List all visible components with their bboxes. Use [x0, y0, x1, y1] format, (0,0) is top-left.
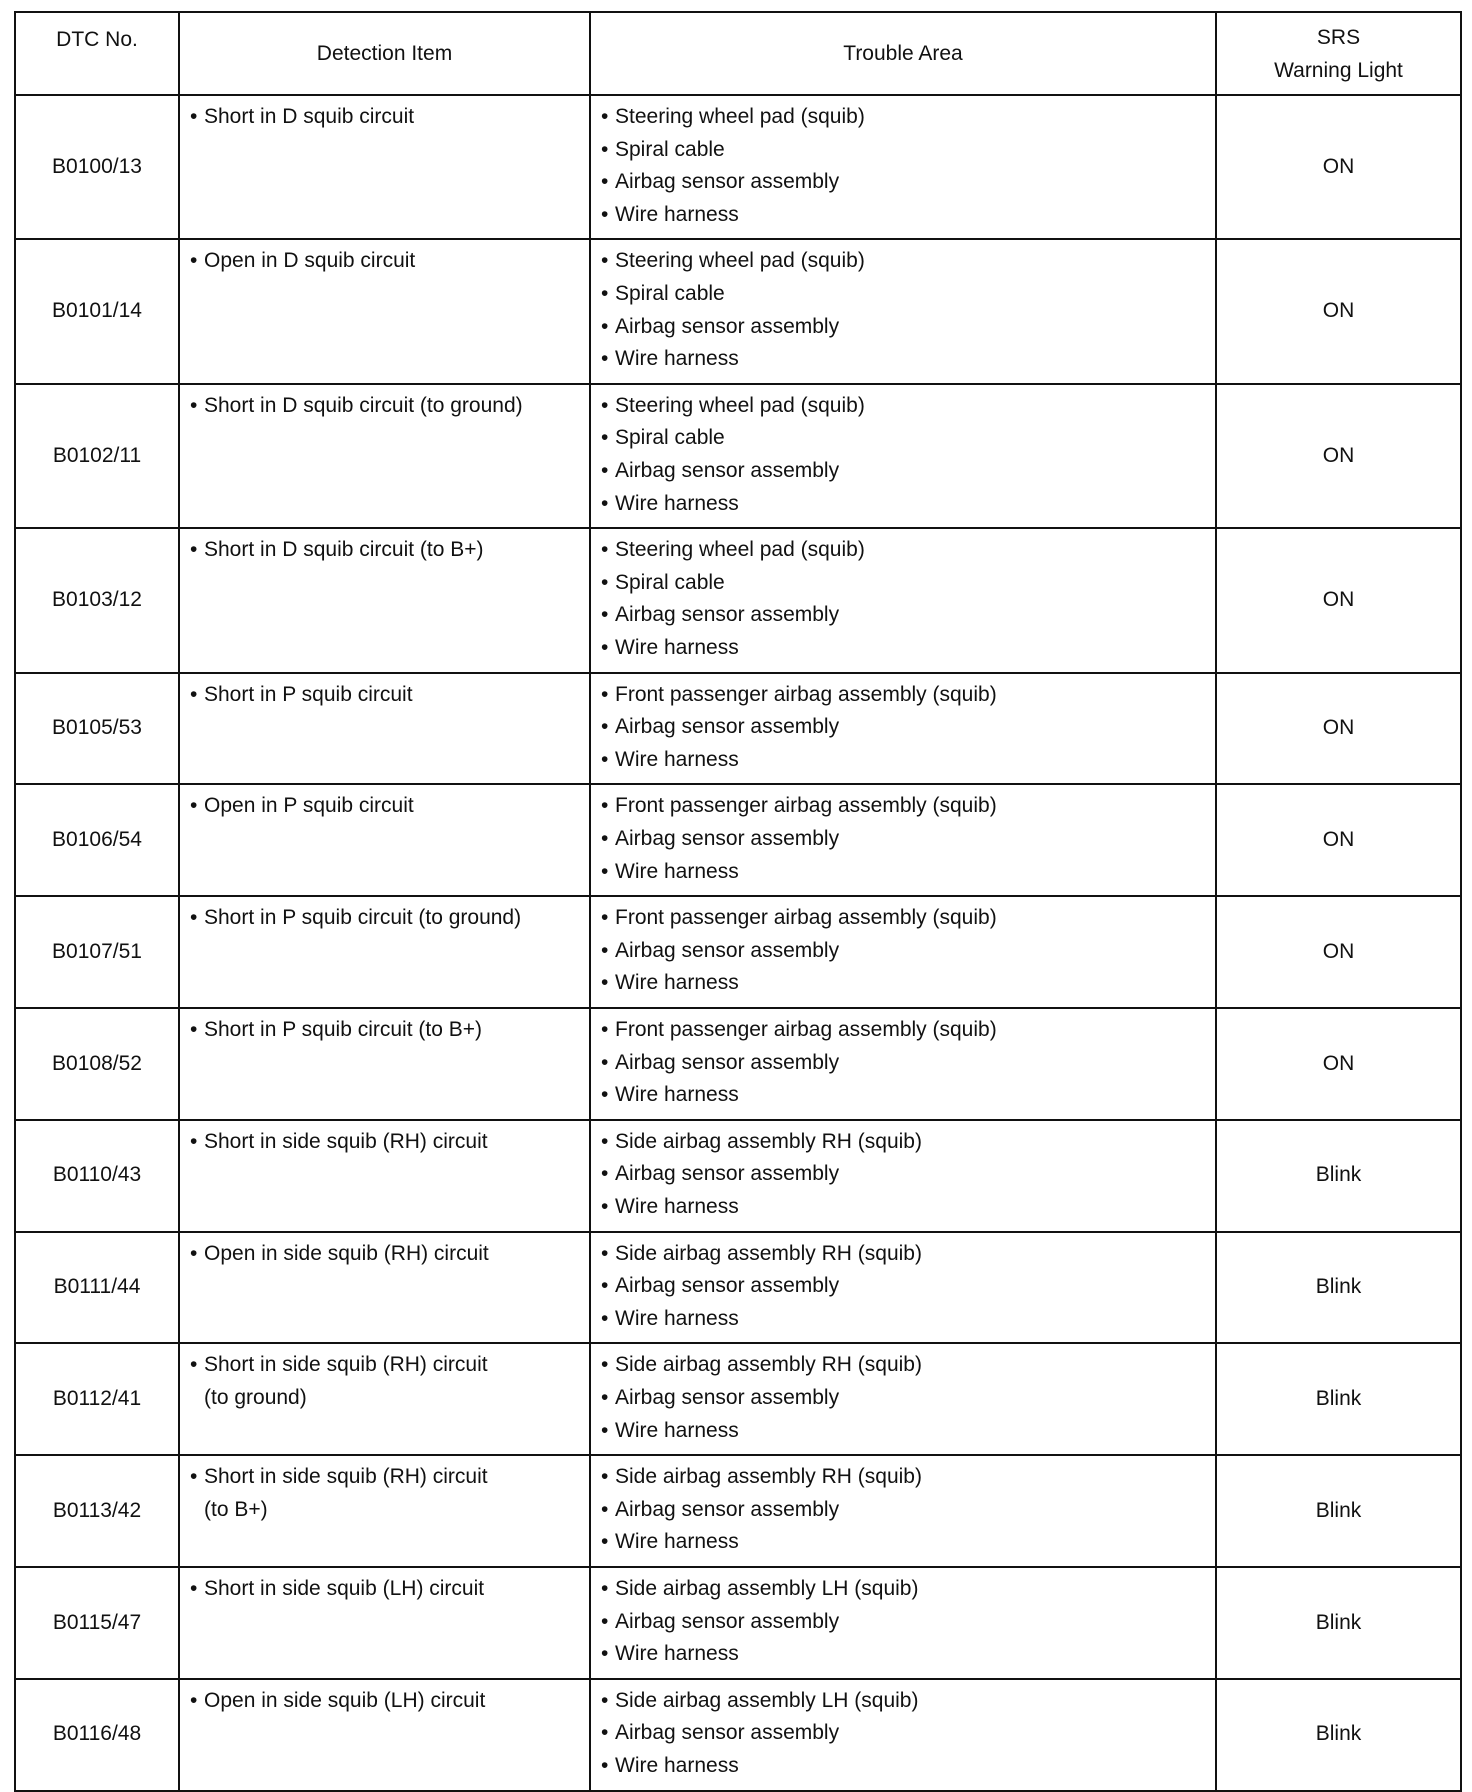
bullet-icon: • [601, 538, 609, 562]
list-item [601, 199, 1209, 232]
bullet-icon: • [601, 202, 609, 226]
bullet-icon: • [601, 1418, 609, 1442]
bullet-icon: • [601, 635, 609, 659]
trouble-area-item: Airbag sensor assembly [615, 603, 840, 627]
detection-item [179, 384, 590, 528]
trouble-area-list [601, 534, 1209, 664]
detection-item [179, 896, 590, 1008]
trouble-area-item: Steering wheel pad (squib) [615, 105, 865, 128]
trouble-area-item: Airbag sensor assembly [615, 1497, 840, 1521]
srs-warning-light-status: Blink [1216, 1455, 1461, 1567]
bullet-icon: • [601, 570, 609, 594]
list-item [601, 1014, 1209, 1047]
trouble-area-list [601, 679, 1209, 777]
trouble-area [590, 528, 1216, 672]
list-item [601, 711, 1209, 744]
trouble-area-item: Side airbag assembly RH (squib) [615, 1353, 922, 1377]
table-row [15, 384, 1461, 528]
trouble-area [590, 1679, 1216, 1791]
list-item [601, 422, 1209, 455]
list-item [601, 567, 1209, 600]
bullet-icon: • [190, 682, 198, 706]
detection-item-text: Open in side squib (LH) circuit [204, 1688, 486, 1712]
trouble-area-item: Wire harness [615, 1642, 739, 1666]
trouble-area-list [601, 1238, 1209, 1336]
list-item [601, 599, 1209, 632]
bullet-icon: • [601, 938, 609, 962]
detection-item [179, 528, 590, 672]
bullet-icon: • [601, 794, 609, 818]
list-item [601, 679, 1209, 712]
bullet-icon: • [601, 1688, 609, 1712]
bullet-icon: • [601, 1274, 609, 1298]
detection-item-text: Short in side squib (RH) circuit (to ground) [204, 1353, 488, 1409]
bullet-icon: • [601, 1194, 609, 1218]
trouble-area [590, 1567, 1216, 1679]
bullet-icon: • [601, 1306, 609, 1330]
bullet-icon: • [601, 715, 609, 739]
detection-item-text: Short in D squib circuit [204, 105, 415, 128]
dtc-number: B0108/52 [15, 1008, 179, 1120]
list-item [601, 1685, 1209, 1718]
header-detection-item: Detection Item [179, 12, 590, 95]
bullet-icon: • [190, 1465, 198, 1489]
detection-item [179, 1008, 590, 1120]
list-item [601, 101, 1209, 134]
dtc-number: B0110/43 [15, 1120, 179, 1232]
table-row [15, 1343, 1461, 1455]
srs-warning-light-status: ON [1216, 528, 1461, 672]
srs-warning-light-status: ON [1216, 1008, 1461, 1120]
trouble-area-item: Front passenger airbag assembly (squib) [615, 1017, 997, 1041]
detection-item-text: Short in side squib (RH) circuit [204, 1129, 488, 1153]
list-item [601, 823, 1209, 856]
bullet-icon: • [601, 491, 609, 515]
trouble-area-item: Spiral cable [615, 426, 725, 450]
detection-item-text: Open in P squib circuit [204, 794, 414, 818]
bullet-icon: • [601, 826, 609, 850]
trouble-area-item: Front passenger airbag assembly (squib) [615, 794, 997, 818]
trouble-area-item: Wire harness [615, 1753, 739, 1777]
trouble-area-item: Side airbag assembly LH (squib) [615, 1688, 919, 1712]
dtc-number: B0101/14 [15, 239, 179, 383]
bullet-icon: • [601, 747, 609, 771]
detection-item-text: Short in D squib circuit (to ground) [204, 393, 523, 417]
srs-warning-light-status: Blink [1216, 1232, 1461, 1344]
trouble-area-item: Front passenger airbag assembly (squib) [615, 682, 997, 706]
dtc-number: B0115/47 [15, 1567, 179, 1679]
bullet-icon: • [601, 281, 609, 305]
trouble-area-list [601, 1014, 1209, 1112]
detection-item-text: Short in side squib (RH) circuit (to B+) [204, 1465, 488, 1521]
trouble-area-list [601, 1126, 1209, 1224]
bullet-icon: • [601, 105, 609, 128]
table-row [15, 528, 1461, 672]
trouble-area-list [601, 1685, 1209, 1783]
bullet-icon: • [601, 1129, 609, 1153]
trouble-area-item: Wire harness [615, 1530, 739, 1554]
list-item [601, 311, 1209, 344]
list-item [601, 455, 1209, 488]
list-item [601, 488, 1209, 521]
trouble-area-item: Airbag sensor assembly [615, 826, 840, 850]
list-item [601, 1573, 1209, 1606]
table-row [15, 784, 1461, 896]
list-item [601, 632, 1209, 665]
detection-item [179, 1120, 590, 1232]
trouble-area-item: Airbag sensor assembly [615, 1385, 840, 1409]
trouble-area [590, 384, 1216, 528]
list-item [601, 1270, 1209, 1303]
srs-warning-light-status: Blink [1216, 1120, 1461, 1232]
detection-item [179, 673, 590, 785]
list-item [601, 390, 1209, 423]
trouble-area [590, 1343, 1216, 1455]
detection-item-text: Short in P squib circuit (to B+) [204, 1017, 482, 1041]
srs-warning-light-status: ON [1216, 384, 1461, 528]
bullet-icon: • [601, 1050, 609, 1074]
list-item [601, 1303, 1209, 1336]
trouble-area-list [601, 101, 1209, 231]
trouble-area-list [601, 1461, 1209, 1559]
trouble-area-item: Wire harness [615, 747, 739, 771]
bullet-icon: • [601, 1385, 609, 1409]
trouble-area [590, 673, 1216, 785]
list-item [601, 1415, 1209, 1448]
bullet-icon: • [601, 314, 609, 338]
bullet-icon: • [601, 1576, 609, 1600]
dtc-table [14, 11, 1462, 1792]
bullet-icon: • [190, 1688, 198, 1712]
detection-item [179, 784, 590, 896]
detection-item-text: Open in side squib (RH) circuit [204, 1241, 489, 1265]
detection-item-text: Short in D squib circuit (to B+) [204, 538, 484, 562]
trouble-area [590, 784, 1216, 896]
trouble-area-item: Steering wheel pad (squib) [615, 393, 865, 417]
list-item [601, 1638, 1209, 1671]
detection-item [179, 1679, 590, 1791]
trouble-area-item: Spiral cable [615, 570, 725, 594]
list-item [601, 935, 1209, 968]
bullet-icon: • [601, 1017, 609, 1041]
trouble-area-item: Spiral cable [615, 137, 725, 161]
list-item [601, 856, 1209, 889]
trouble-area-item: Wire harness [615, 1194, 739, 1218]
trouble-area-item: Airbag sensor assembly [615, 938, 840, 962]
dtc-number: B0112/41 [15, 1343, 179, 1455]
trouble-area-item: Wire harness [615, 347, 739, 371]
list-item [601, 1382, 1209, 1415]
bullet-icon: • [190, 1576, 198, 1600]
trouble-area-item: Spiral cable [615, 281, 725, 305]
bullet-icon: • [601, 137, 609, 161]
detection-item-text: Short in P squib circuit [204, 682, 413, 706]
table-row [15, 1567, 1461, 1679]
list-item [601, 1238, 1209, 1271]
bullet-icon: • [601, 906, 609, 930]
list-item [601, 902, 1209, 935]
table-row [15, 1120, 1461, 1232]
table-row [15, 1679, 1461, 1791]
detection-item-text: Short in P squib circuit (to ground) [204, 906, 522, 930]
dtc-number: B0113/42 [15, 1455, 179, 1567]
dtc-number: B0107/51 [15, 896, 179, 1008]
bullet-icon: • [190, 794, 198, 818]
trouble-area-item: Airbag sensor assembly [615, 1274, 840, 1298]
table-row [15, 95, 1461, 239]
trouble-area-item: Airbag sensor assembly [615, 715, 840, 739]
trouble-area-item: Side airbag assembly RH (squib) [615, 1129, 922, 1153]
dtc-number: B0102/11 [15, 384, 179, 528]
bullet-icon: • [601, 249, 609, 273]
trouble-area-list [601, 245, 1209, 375]
trouble-area-list [601, 390, 1209, 520]
bullet-icon: • [601, 1241, 609, 1265]
table-row [15, 1455, 1461, 1567]
dtc-number: B0111/44 [15, 1232, 179, 1344]
list-item [601, 245, 1209, 278]
trouble-area-item: Wire harness [615, 1083, 739, 1107]
bullet-icon: • [190, 538, 198, 562]
header-row [15, 12, 1461, 95]
list-item [601, 1750, 1209, 1783]
list-item [601, 166, 1209, 199]
trouble-area-item: Steering wheel pad (squib) [615, 538, 865, 562]
bullet-icon: • [190, 1017, 198, 1041]
list-item [601, 1079, 1209, 1112]
list-item [601, 278, 1209, 311]
bullet-icon: • [601, 603, 609, 627]
trouble-area-item: Wire harness [615, 491, 739, 515]
bullet-icon: • [601, 1753, 609, 1777]
trouble-area-list [601, 1573, 1209, 1671]
bullet-icon: • [190, 906, 198, 930]
trouble-area-item: Side airbag assembly LH (squib) [615, 1576, 919, 1600]
bullet-icon: • [601, 1642, 609, 1666]
srs-warning-light-status: ON [1216, 95, 1461, 239]
table-row [15, 1008, 1461, 1120]
trouble-area [590, 1120, 1216, 1232]
srs-warning-light-status: Blink [1216, 1567, 1461, 1679]
trouble-area [590, 239, 1216, 383]
bullet-icon: • [601, 170, 609, 194]
srs-warning-light-status: Blink [1216, 1679, 1461, 1791]
bullet-icon: • [190, 393, 198, 417]
list-item [601, 1047, 1209, 1080]
detection-item [179, 239, 590, 383]
bullet-icon: • [601, 1609, 609, 1633]
trouble-area-item: Wire harness [615, 971, 739, 995]
table-row [15, 896, 1461, 1008]
trouble-area-item: Airbag sensor assembly [615, 458, 840, 482]
trouble-area-item: Wire harness [615, 1418, 739, 1442]
header-trouble-area: Trouble Area [590, 12, 1216, 95]
bullet-icon: • [190, 1241, 198, 1265]
detection-item [179, 1232, 590, 1344]
list-item [601, 134, 1209, 167]
trouble-area-item: Wire harness [615, 202, 739, 226]
bullet-icon: • [190, 249, 198, 273]
bullet-icon: • [190, 105, 198, 128]
list-item [601, 1717, 1209, 1750]
table-body [15, 95, 1461, 1791]
dtc-number: B0105/53 [15, 673, 179, 785]
trouble-area-item: Steering wheel pad (squib) [615, 249, 865, 273]
trouble-area-item: Wire harness [615, 635, 739, 659]
header-srs-warning-light: SRS Warning Light [1216, 12, 1461, 95]
srs-warning-light-status: Blink [1216, 1343, 1461, 1455]
trouble-area-item: Airbag sensor assembly [615, 1162, 840, 1186]
detection-item [179, 1567, 590, 1679]
srs-warning-light-status: ON [1216, 784, 1461, 896]
detection-item [179, 1455, 590, 1567]
detection-item-text: Open in D squib circuit [204, 249, 416, 273]
detection-item [179, 1343, 590, 1455]
trouble-area-item: Side airbag assembly RH (squib) [615, 1465, 922, 1489]
trouble-area-item: Airbag sensor assembly [615, 1050, 840, 1074]
list-item [601, 1126, 1209, 1159]
header-dtc-no: DTC No. [15, 12, 179, 95]
table-row [15, 239, 1461, 383]
detection-item [179, 95, 590, 239]
srs-warning-light-status: ON [1216, 896, 1461, 1008]
dtc-number: B0106/54 [15, 784, 179, 896]
bullet-icon: • [601, 1083, 609, 1107]
table-row [15, 1232, 1461, 1344]
dtc-number: B0103/12 [15, 528, 179, 672]
list-item [601, 1494, 1209, 1527]
trouble-area [590, 1455, 1216, 1567]
trouble-area-item: Airbag sensor assembly [615, 1721, 840, 1745]
list-item [601, 1191, 1209, 1224]
trouble-area-item: Airbag sensor assembly [615, 1609, 840, 1633]
trouble-area [590, 1008, 1216, 1120]
bullet-icon: • [601, 1353, 609, 1377]
trouble-area-item: Wire harness [615, 1306, 739, 1330]
bullet-icon: • [601, 426, 609, 450]
trouble-area-item: Wire harness [615, 859, 739, 883]
list-item [601, 967, 1209, 1000]
list-item [601, 1526, 1209, 1559]
bullet-icon: • [190, 1353, 198, 1377]
list-item [601, 343, 1209, 376]
bullet-icon: • [601, 1530, 609, 1554]
bullet-icon: • [601, 1497, 609, 1521]
detection-item-text: Short in side squib (LH) circuit [204, 1576, 485, 1600]
bullet-icon: • [601, 859, 609, 883]
dtc-number: B0100/13 [15, 95, 179, 239]
list-item [601, 790, 1209, 823]
bullet-icon: • [601, 1162, 609, 1186]
bullet-icon: • [601, 458, 609, 482]
trouble-area [590, 95, 1216, 239]
bullet-icon: • [601, 347, 609, 371]
list-item [601, 1606, 1209, 1639]
trouble-area-item: Airbag sensor assembly [615, 314, 840, 338]
list-item [601, 744, 1209, 777]
bullet-icon: • [601, 682, 609, 706]
list-item [601, 1349, 1209, 1382]
trouble-area-item: Airbag sensor assembly [615, 170, 840, 194]
srs-warning-light-status: ON [1216, 239, 1461, 383]
trouble-area-item: Side airbag assembly RH (squib) [615, 1241, 922, 1265]
bullet-icon: • [601, 971, 609, 995]
bullet-icon: • [190, 1129, 198, 1153]
srs-warning-light-status: ON [1216, 673, 1461, 785]
bullet-icon: • [601, 1465, 609, 1489]
trouble-area-list [601, 1349, 1209, 1447]
bullet-icon: • [601, 393, 609, 417]
trouble-area [590, 1232, 1216, 1344]
trouble-area-list [601, 902, 1209, 1000]
trouble-area-list [601, 790, 1209, 888]
list-item [601, 1158, 1209, 1191]
table-row [15, 673, 1461, 785]
bullet-icon: • [601, 1721, 609, 1745]
trouble-area-item: Front passenger airbag assembly (squib) [615, 906, 997, 930]
dtc-number: B0116/48 [15, 1679, 179, 1791]
list-item [601, 1461, 1209, 1494]
trouble-area [590, 896, 1216, 1008]
list-item [601, 534, 1209, 567]
